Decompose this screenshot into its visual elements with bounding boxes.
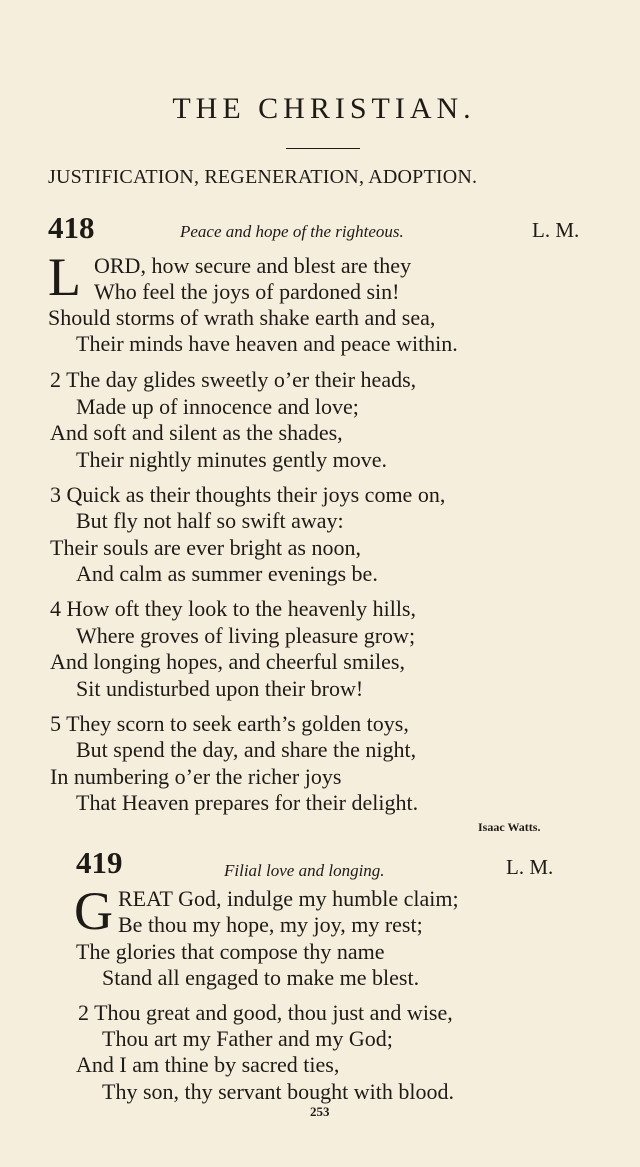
drop-cap: G	[74, 881, 113, 941]
verse-line: Their souls are ever bright as noon,	[50, 535, 361, 560]
verse-line: Thy son, thy servant bought with blood.	[102, 1079, 454, 1104]
verse-line: Made up of innocence and love;	[76, 394, 359, 419]
hymn-author: Isaac Watts.	[478, 820, 541, 834]
verse-line: ORD, how secure and blest are they	[94, 253, 412, 278]
verse-line: But fly not half so swift away:	[76, 508, 344, 533]
verse-line: In numbering o’er the richer joys	[50, 764, 342, 789]
hymn-subtitle: Filial love and longing.	[224, 861, 385, 880]
verse-line: Stand all engaged to make me blest.	[102, 965, 420, 990]
verse-line: The glories that compose thy name	[76, 939, 385, 964]
verse-line: And I am thine by sacred ties,	[76, 1052, 340, 1077]
hymn-419-header	[76, 845, 600, 879]
hymn-meter: L. M.	[506, 855, 554, 879]
hymn-number: 418	[48, 210, 95, 245]
page-title: THE CHRISTIAN.	[172, 92, 476, 125]
verse-line: 3 Quick as their thoughts their joys come on,	[50, 482, 446, 507]
verse-line: 4 How oft they look to the heavenly hills,	[50, 596, 416, 621]
verse-line: And soft and silent as the shades,	[50, 420, 343, 445]
verse-line: 5 They scorn to seek earth’s golden toys,	[50, 711, 409, 736]
verse-line: Should storms of wrath shake earth and sea,	[48, 305, 436, 330]
verse-line: Who feel the joys of pardoned sin!	[94, 279, 400, 304]
verse-line: But spend the day, and share the night,	[76, 737, 417, 762]
verse-line: And calm as summer evenings be.	[76, 561, 378, 586]
hymn-418-header	[48, 210, 600, 244]
verse-line: REAT God, indulge my humble claim;	[118, 886, 459, 911]
verse-line: Where groves of living pleasure grow;	[76, 623, 416, 648]
hymn-number: 419	[76, 845, 123, 880]
verse-line: Their minds have heaven and peace within.	[76, 331, 458, 356]
verse-line: And longing hopes, and cheerful smiles,	[50, 649, 405, 674]
verse-line: 2 Thou great and good, thou just and wise,	[78, 1000, 453, 1025]
verse-line: That Heaven prepares for their delight.	[76, 790, 419, 815]
hymn-subtitle: Peace and hope of the righteous.	[180, 222, 404, 241]
verse-line: Thou art my Father and my God;	[102, 1026, 393, 1051]
verse-line: Be thou my hope, my joy, my rest;	[118, 912, 423, 937]
page-number: 253	[310, 1104, 330, 1119]
title-rule	[286, 148, 360, 149]
verse-line: Their nightly minutes gently move.	[76, 447, 388, 472]
verse-line: 2 The day glides sweetly o’er their heads,	[50, 367, 417, 392]
drop-cap: L	[48, 247, 81, 307]
section-heading: JUSTIFICATION, REGENERATION, ADOPTION.	[48, 166, 478, 188]
verse-line: Sit undisturbed upon their brow!	[76, 676, 364, 701]
hymn-meter: L. M.	[532, 218, 580, 242]
